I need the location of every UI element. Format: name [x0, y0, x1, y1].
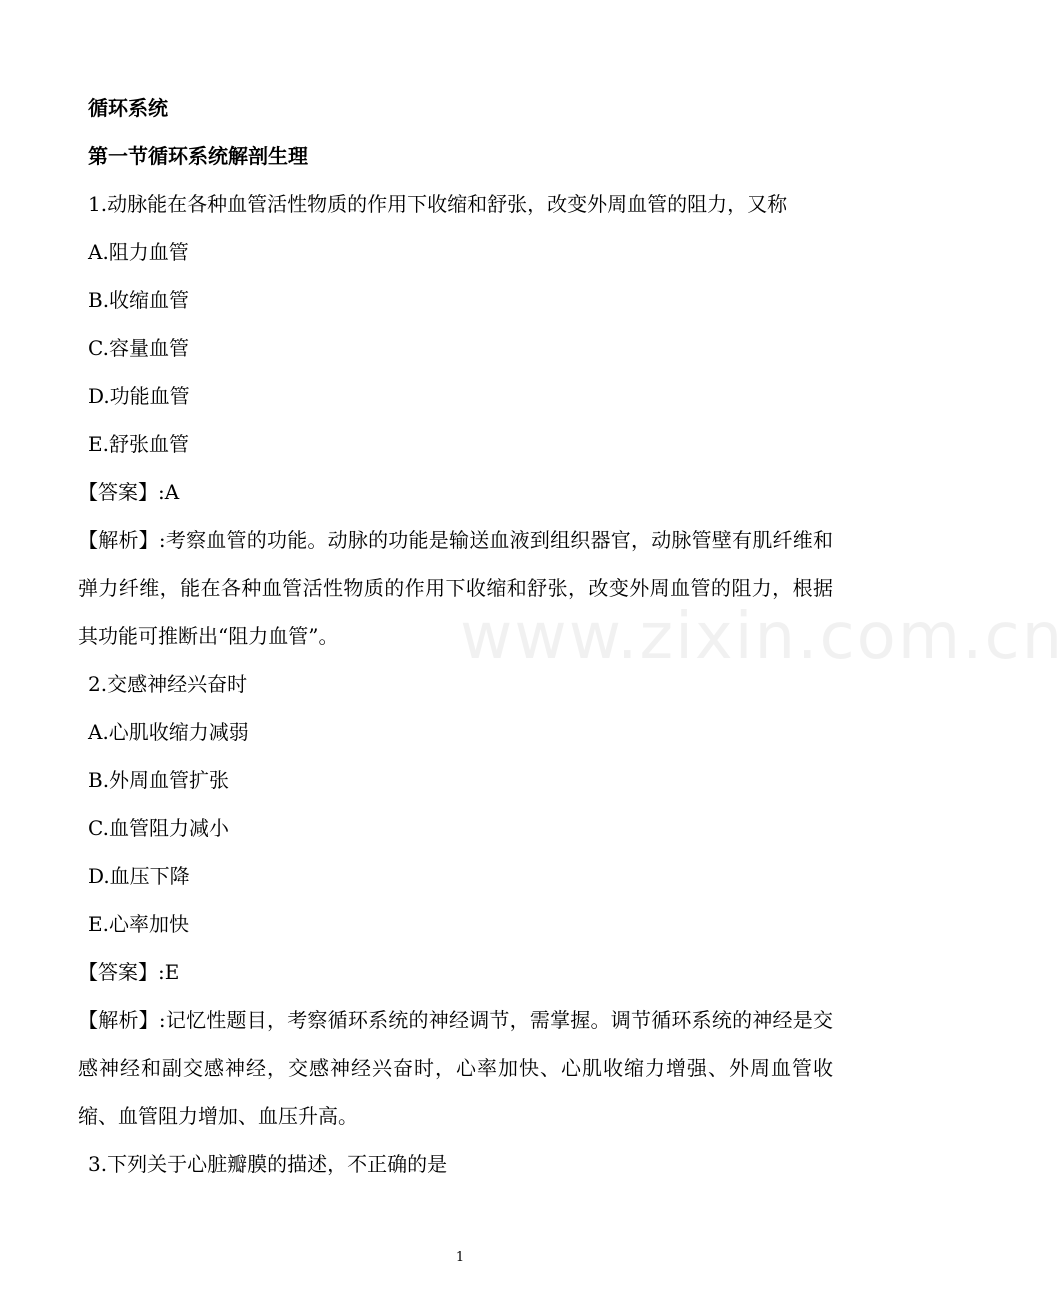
question-2-option-d: D.血压下降: [88, 864, 190, 888]
question-2-answer: 【答案】:E: [78, 960, 180, 984]
question-2-analysis: 【解析】:记忆性题目，考察循环系统的神经调节，需掌握。调节循环系统的神经是交感神经和副交感神经，交感神经兴奋时，心率加快、心肌收缩力增强、外周血管收缩、血管阻力增加、血压升高。: [78, 1008, 833, 1128]
question-1-stem: 1.动脉能在各种血管活性物质的作用下收缩和舒张，改变外周血管的阻力，又称: [88, 192, 788, 216]
section-heading: 第一节循环系统解剖生理: [88, 144, 308, 168]
document-title: 循环系统: [88, 96, 168, 120]
question-2-stem: 2.交感神经兴奋时: [88, 672, 248, 696]
question-1-option-c: C.容量血管: [88, 336, 189, 360]
question-2-option-c: C.血管阻力减小: [88, 816, 229, 840]
document-body: [78, 84, 833, 1188]
question-1-option-e: E.舒张血管: [88, 432, 189, 456]
page-number: 1: [455, 1250, 465, 1265]
question-1-option-b: B.收缩血管: [88, 288, 190, 312]
question-1-answer: 【答案】:A: [78, 480, 180, 504]
question-2-option-b: B.外周血管扩张: [88, 768, 230, 792]
question-1-analysis: 【解析】:考察血管的功能。动脉的功能是输送血液到组织器官，动脉管壁有肌纤维和弹力纤维，能在各种血管活性物质的作用下收缩和舒张，改变外周血管的阻力，根据其功能可推断出“阻力血管”。: [78, 528, 833, 648]
question-1-option-d: D.功能血管: [88, 384, 190, 408]
question-3-stem: 3.下列关于心脏瓣膜的描述，不正确的是: [88, 1152, 448, 1176]
watermark: www.zixin.com.cn: [460, 600, 1064, 674]
question-2-option-a: A.心肌收缩力减弱: [88, 720, 249, 744]
question-1-option-a: A.阻力血管: [88, 240, 189, 264]
question-2-option-e: E.心率加快: [88, 912, 189, 936]
